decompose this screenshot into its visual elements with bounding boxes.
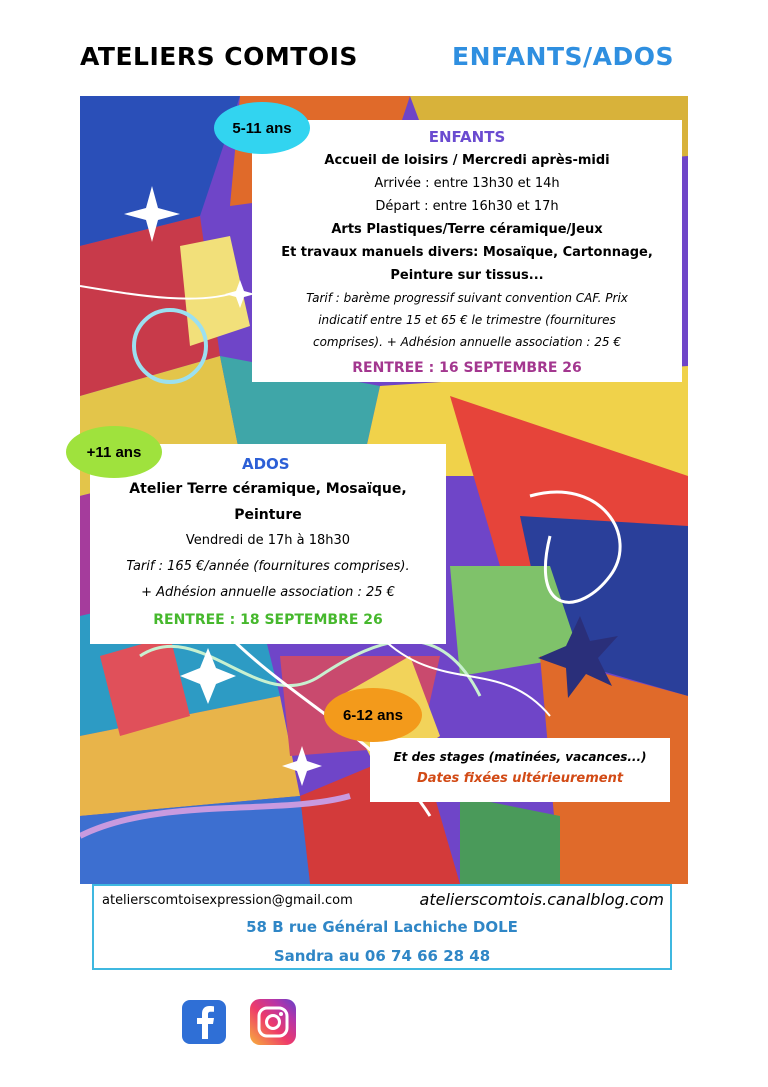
title-ateliers-comtois: ATELIERS COMTOIS <box>80 42 358 71</box>
enfants-tarif-3: comprises). + Adhésion annuelle association : 25 € <box>312 335 622 349</box>
ados-tarif-2: + Adhésion annuelle association : 25 € <box>141 585 395 600</box>
ados-tarif-1: Tarif : 165 €/année (fournitures comprises). <box>126 559 410 574</box>
instagram-icon[interactable] <box>250 999 296 1045</box>
enfants-rentree: RENTREE : 16 SEPTEMBRE 26 <box>352 360 582 376</box>
title-enfants-ados: ENFANTS/ADOS <box>452 42 675 71</box>
enfants-tarif-2: indicatif entre 15 et 65 € le trimestre (fournitures <box>318 313 616 327</box>
enfants-line-accueil: Accueil de loisirs / Mercredi après-midi <box>324 153 610 168</box>
enfants-line-arrivee: Arrivée : entre 13h30 et 14h <box>374 176 560 191</box>
age-badge-5-11: 5-11 ans <box>214 102 310 154</box>
instagram-camera-glyph <box>256 1005 290 1039</box>
age-badge-11-plus: +11 ans <box>66 426 162 478</box>
enfants-heading: ENFANTS <box>428 128 506 146</box>
contact-address: 58 B rue Général Lachiche DOLE <box>246 918 518 936</box>
enfants-line-peinture: Peinture sur tissus... <box>390 268 544 283</box>
enfants-info-box <box>252 120 682 382</box>
ados-line-vendredi: Vendredi de 17h à 18h30 <box>185 533 351 548</box>
enfants-line-travaux: Et travaux manuels divers: Mosaïque, Cartonnage, <box>281 245 653 260</box>
ados-info-box <box>90 444 446 644</box>
contact-blog-link[interactable]: atelierscomtois.canalblog.com <box>419 890 664 909</box>
facebook-f-glyph <box>191 1005 217 1039</box>
contact-phone: Sandra au 06 74 66 28 48 <box>273 947 491 965</box>
contact-box <box>92 884 672 970</box>
stages-line: Et des stages (matinées, vacances...) <box>393 750 647 764</box>
contact-email-link[interactable]: atelierscomtoisexpression@gmail.com <box>102 893 353 908</box>
ados-line-atelier: Atelier Terre céramique, Mosaïque, <box>129 481 407 497</box>
enfants-line-depart: Départ : entre 16h30 et 17h <box>375 199 559 214</box>
enfants-tarif-1: Tarif : barème progressif suivant convention CAF. Prix <box>306 291 628 305</box>
ados-line-peinture: Peinture <box>234 507 302 523</box>
age-badge-6-12: 6-12 ans <box>324 688 422 742</box>
stages-info-box <box>370 738 670 802</box>
stages-dates: Dates fixées ultérieurement <box>416 771 624 786</box>
ados-heading: ADOS <box>242 455 290 473</box>
facebook-icon[interactable] <box>182 1000 226 1044</box>
ados-rentree: RENTREE : 18 SEPTEMBRE 26 <box>153 612 383 628</box>
enfants-line-activities: Arts Plastiques/Terre céramique/Jeux <box>331 222 603 237</box>
